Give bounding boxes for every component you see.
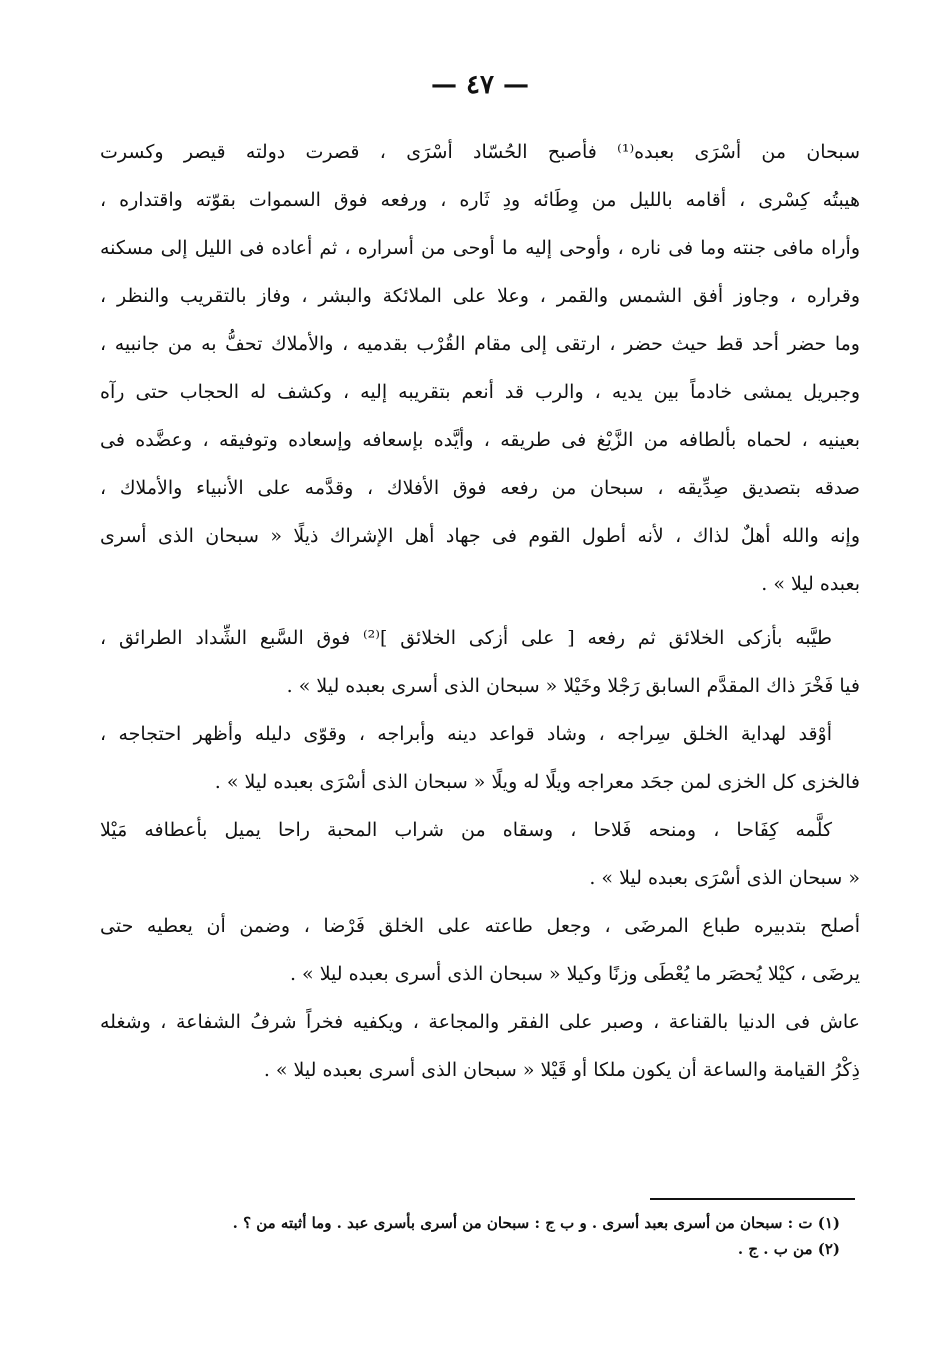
text-line: أصلح بتدبيره طباع المرضَى ، وجعل طاعته على الخلق فَرْضا ، وضمن أن يعطيه حتى <box>100 915 860 937</box>
text-line: فالخزى كل الخزى لمن جحَد معراجه ويلًا له ويلًا « سبحان الذى أسْرَى بعبده ليلا » . <box>214 771 860 793</box>
text-line: هيبتُه كِسْرى ، أقامه بالليل من وِطَائه ودِ ثَاره ، ورفعه فوق السموات بقوّته واقتداره ، <box>100 189 860 211</box>
footnotes <box>100 1210 840 1262</box>
text-line: كلَّمه كِفَاحا ، ومنحه فَلاحا ، وسقاه من شراب المحبة راحا يميل بأعطافه مَيْلا <box>100 819 832 841</box>
text-line: فيا فَخْرَ ذاك المقدَّم السابق رَجْلا وخَيْلا « سبحان الذى أسرى بعبده ليلا » . <box>286 675 860 697</box>
text-line: صدقه بتصديق صِدِّيقه ، سبحان من رفعه فوق الأفلاك ، وقدَّمه على الأنبياء والأملاك ، <box>100 477 860 499</box>
text-line: بعينيه ، لحماه بألطافه من الزَّيْغ فى طريقه ، وأيَّده بإسعافه وإسعاده وتوفيقه ، وعضَّده فى <box>100 429 860 451</box>
text-line: وجبريل يمشى خادماً بين يديه ، والرب قد أنعم بتقريبه إليه ، وكشف له الحجاب حتى رآه <box>100 381 860 403</box>
text-line: سبحان من أسْرَى بعبده⁽¹⁾ فأصبح الحُسّاد أسْرَى ، قصرت دولته قيصر وكسرت <box>100 141 860 163</box>
text-line: وقراره ، وجاوز أفق الشمس والقمر ، وعلا على الملائكة والبشر ، وفاز بالتقريب والنظر ، <box>100 285 860 307</box>
paragraph <box>100 998 860 1094</box>
paragraph <box>100 710 860 806</box>
text-line: يرضَى ، كيْلا يُحصَر ما يُعْطَى وزنًا وكيلا « سبحان الذى أسرى بعبده ليلا » . <box>289 963 860 985</box>
text-line: بعبده ليلا » . <box>761 573 860 595</box>
text-line: ذِكْرُ القيامة والساعة أن يكون ملكا أو قَيْلا « سبحان الذى أسرى بعبده ليلا » . <box>263 1059 860 1081</box>
text-line: وإنه والله أهلٌ لذاك ، لأنه أطول القوم فى جهاد أهل الإشراك ذيلًا « سبحان الذى أسرى <box>100 525 860 547</box>
text-line: طيَّبه بأزكى الخلائق ثم رفعه [ على أزكى الخلائق ]⁽²⁾ فوق السَّبع الشِّداد الطرائق ، <box>100 627 832 649</box>
paragraph <box>100 902 860 998</box>
text-line: وأراه مافى جنته وما فى ناره ، وأوحى إليه ما أوحى من أسراره ، ثم أعاده فى الليل إلى مسكنه <box>100 237 860 259</box>
footnote-divider <box>650 1198 855 1200</box>
paragraph <box>100 806 860 902</box>
page-body <box>100 70 860 1094</box>
text-line: أوْقد لهداية الخلق سِراجه ، وشاد قواعد دينه وأبراجه ، وقوّى دليله وأظهر احتجاجه ، <box>100 723 832 745</box>
footnote: (١) ت : سبحان من أسرى بعبد أسرى . و ب ج : سبحان من أسرى بأسرى عبد . وما أثبته من ؟ . <box>232 1214 840 1232</box>
text-line: وما حضر أحد قط حيث حضر ، ارتقى إلى مقام القُرْب بقدميه ، والأملاك تحفُّ به من جانبيه ، <box>100 333 860 355</box>
page-number: — ٤٧ — <box>430 70 530 100</box>
footnote: (٢) من ب . ج . <box>737 1240 840 1258</box>
paragraph <box>100 128 860 608</box>
paragraph <box>100 614 860 710</box>
text-line: « سبحان الذى أسْرَى بعبده ليلا » . <box>589 867 860 889</box>
text-line: عاش فى الدنيا بالقناعة ، وصبر على الفقر والمجاعة ، ويكفيه فخراً شرفُ الشفاعة ، وشغله <box>100 1011 860 1033</box>
